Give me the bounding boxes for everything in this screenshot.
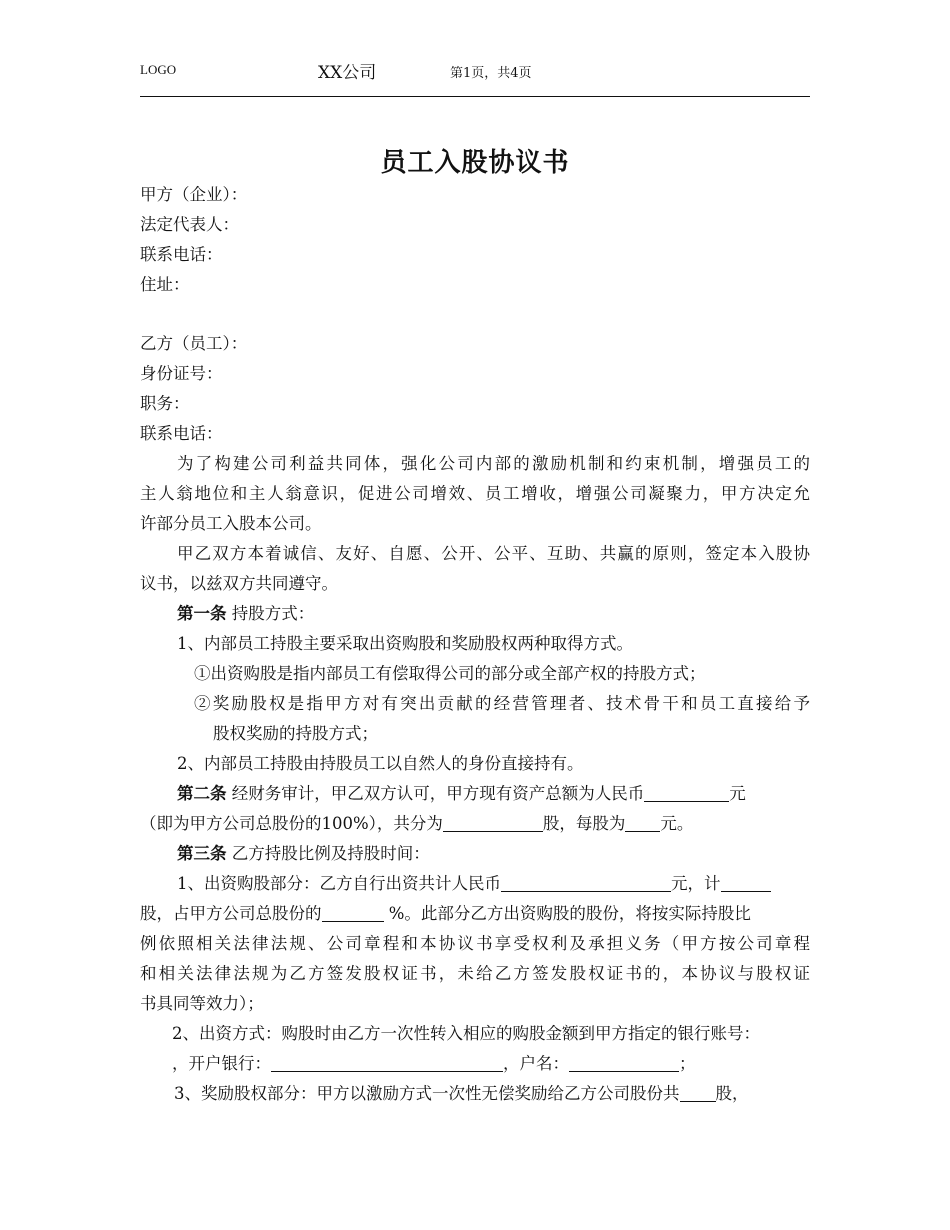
investment-amount-blank[interactable] <box>501 873 671 892</box>
article1-number: 第一条 <box>177 604 227 623</box>
preamble-p2-line: 议书，以兹双方共同遵守。 <box>140 574 338 593</box>
article2-number: 第二条 <box>177 784 227 803</box>
party-b-label: 乙方（员工）： <box>140 334 248 353</box>
article3-text: 1、出资购股部分：乙方自行出资共计人民币 <box>177 874 501 893</box>
article2-line1 <box>140 779 810 809</box>
document-body <box>140 180 810 1109</box>
header-divider <box>140 96 810 97</box>
article2-line2 <box>140 809 810 839</box>
article1-sub2-line1: ②奖励股权是指甲方对有突出贡献的经营管理者、技术骨干和员工直接给予 <box>194 694 810 713</box>
article3-text: ，开户银行： <box>172 1054 271 1073</box>
article3-item1-line1 <box>140 869 810 899</box>
article1-heading <box>140 599 810 629</box>
article3-text: 元，计 <box>671 874 721 893</box>
article1-sub1: ①出资购股是指内部员工有偿取得公司的部分或全部产权的持股方式； <box>194 664 706 683</box>
article3-item3-line1 <box>140 1079 810 1109</box>
total-assets-blank[interactable] <box>644 783 729 802</box>
preamble-p1-line: 为了构建公司利益共同体，强化公司内部的激励机制和约束机制，增强员工的 <box>177 454 810 473</box>
total-shares-blank[interactable] <box>443 813 543 832</box>
spacer <box>140 300 810 329</box>
article3-heading <box>140 839 810 869</box>
article2-text: 经财务审计，甲乙双方认可，甲方现有资产总额为人民币 <box>226 784 645 803</box>
preamble-p1-line: 许部分员工入股本公司。 <box>140 514 322 533</box>
article1-item1: 1、内部员工持股主要采取出资购股和奖励股权两种取得方式。 <box>177 634 633 653</box>
reward-shares-blank[interactable] <box>680 1083 716 1102</box>
share-price-blank[interactable] <box>625 813 660 832</box>
logo-text: LOGO <box>140 62 177 77</box>
article3-text: %。此部分乙方出资购股的股份，将按实际持股比 <box>383 904 751 923</box>
article3-text: ，户名： <box>503 1054 569 1073</box>
preamble-p1-line: 主人翁地位和主人翁意识，促进公司增效、员工增收，增强公司凝聚力，甲方决定允 <box>140 484 810 503</box>
article3-item2-line2 <box>140 1049 810 1079</box>
id-number-label: 身份证号： <box>140 364 223 383</box>
article3-item1-line3: 例依照相关法律法规、公司章程和本协议书享受权利及承担义务（甲方按公司章程 <box>140 934 810 953</box>
account-name-blank[interactable] <box>569 1053 679 1072</box>
investment-shares-blank[interactable] <box>721 873 771 892</box>
article1-title: 持股方式： <box>226 604 315 623</box>
party-a-label: 甲方（企业）： <box>140 185 248 204</box>
article3-item1-line2 <box>140 899 810 929</box>
article2-unit: 元 <box>729 784 746 803</box>
article3-text: 3、奖励股权部分：甲方以激励方式一次性无偿奖励给乙方公司股份共 <box>174 1084 680 1103</box>
position-label: 职务： <box>140 394 190 413</box>
bank-name-blank[interactable] <box>271 1053 503 1072</box>
article2-text: （即为甲方公司总股份的100%），共分为 <box>140 814 443 833</box>
share-percent-blank[interactable] <box>322 903 384 922</box>
preamble-p2-line: 甲乙双方本着诚信、友好、自愿、公开、公平、互助、共赢的原则，签定本入股协 <box>177 544 810 563</box>
article3-title: 乙方持股比例及持股时间： <box>226 844 430 863</box>
legal-rep-label: 法定代表人： <box>140 215 239 234</box>
article3-item1-line5: 书具同等效力）； <box>140 994 264 1013</box>
article3-number: 第三条 <box>177 844 227 863</box>
article3-text: 股，占甲方公司总股份的 <box>140 904 322 923</box>
party-a-phone-label: 联系电话： <box>140 245 223 264</box>
article2-text: 元。 <box>660 814 694 833</box>
article3-item2-line1: 2、出资方式：购股时由乙方一次性转入相应的购股金额到甲方指定的银行账号： <box>172 1024 760 1043</box>
article1-sub2-line2: 股权奖励的持股方式； <box>213 724 378 743</box>
company-name: XX公司 <box>318 63 377 83</box>
article3-text: 股， <box>715 1084 749 1103</box>
document-title: 员工入股协议书 <box>380 148 570 178</box>
page-header <box>0 0 950 100</box>
article1-item2: 2、内部员工持股由持股员工以自然人的身份直接持有。 <box>177 754 584 773</box>
page-number: 第1页，共4页 <box>450 66 532 81</box>
article2-text: 股，每股为 <box>542 814 626 833</box>
party-b-phone-label: 联系电话： <box>140 424 223 443</box>
address-label: 住址： <box>140 275 190 294</box>
article3-text: ； <box>679 1054 696 1073</box>
article3-item1-line4: 和相关法律法规为乙方签发股权证书，未给乙方签发股权证书的，本协议与股权证 <box>140 964 810 983</box>
